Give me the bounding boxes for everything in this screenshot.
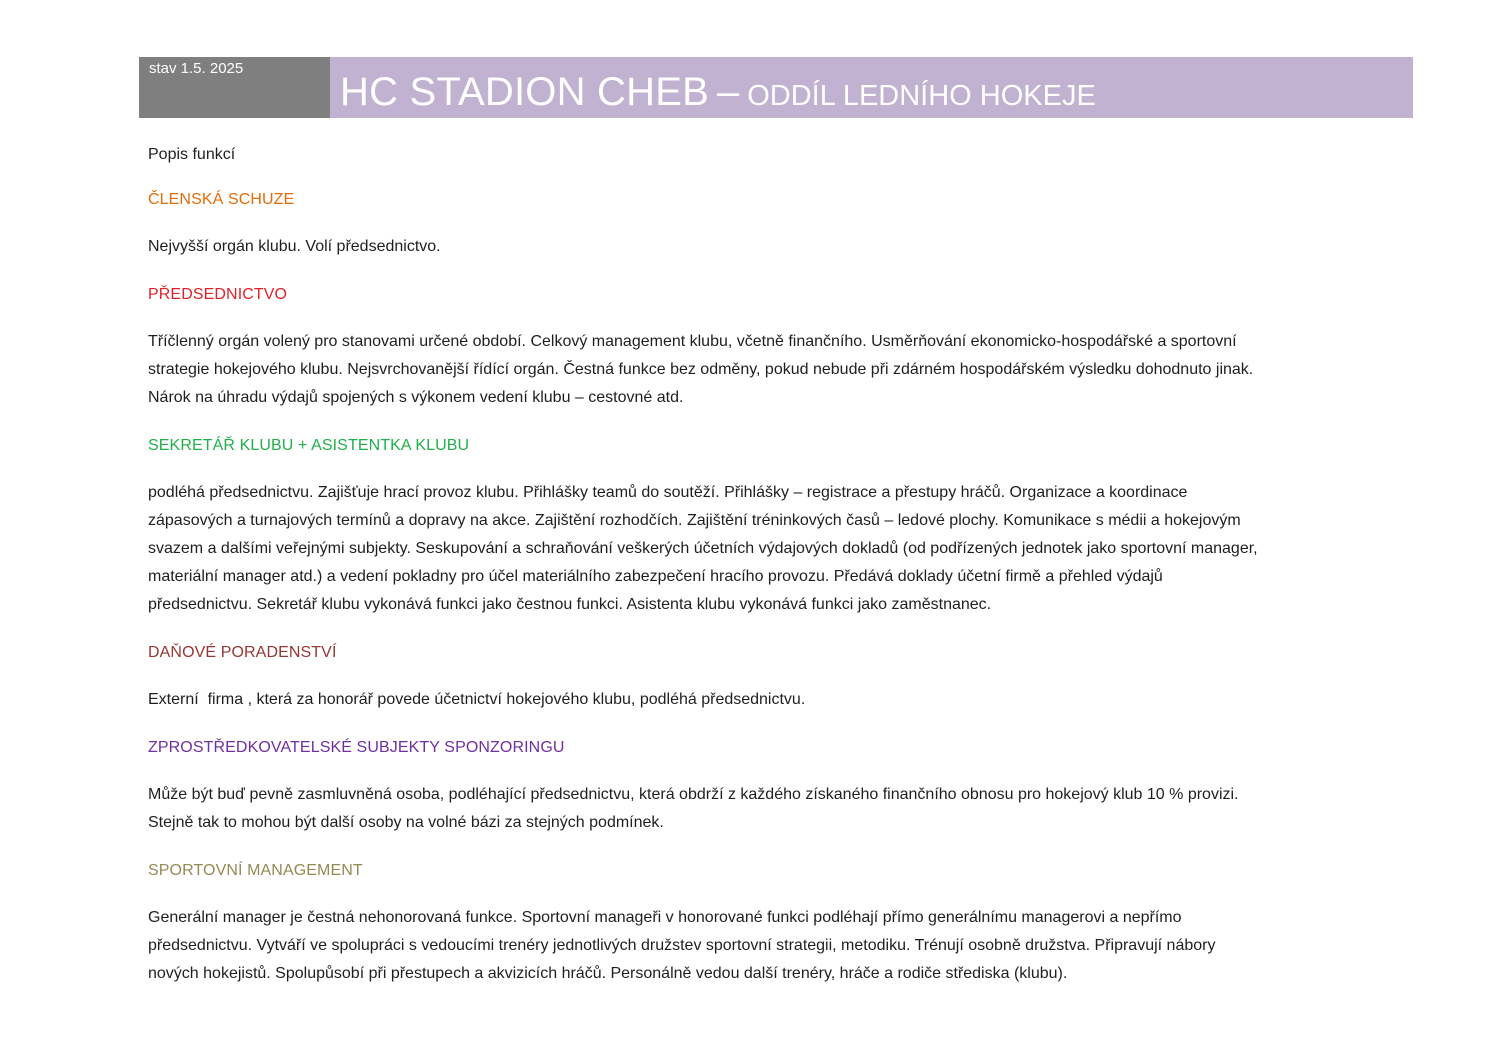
paragraph-line: strategie hokejového klubu. Nejsvrchovanější řídící orgán. Čestná funkce bez odměny, pokud nebude při zdárném hospodářském výsledku dohodnuto jinak. xyxy=(148,361,1254,378)
paragraph-line: Tříčlenný orgán volený pro stanovami určené období. Celkový management klubu, včetně finančního. Usměrňování ekonomicko-hospodářské a sportovní xyxy=(148,333,1237,350)
paragraph-line: Nejvyšší orgán klubu. Volí předsednictvo. xyxy=(148,238,441,255)
status-date: stav 1.5. 2025 xyxy=(139,57,330,118)
department-name: ODDÍL LEDNÍHO HOKEJE xyxy=(747,80,1096,112)
paragraph-line: materiální manager atd.) a vedení pokladny pro účel materiálního zabezpečení hracího provozu. Předává doklady účetní firmě a přehled výdajů xyxy=(148,568,1163,585)
page-title xyxy=(330,57,1413,118)
header-banner xyxy=(139,57,1413,118)
paragraph-line: Externí firma , která za honorář povede účetnictví hokejového klubu, podléhá předsednictvu. xyxy=(148,691,806,708)
intro-text: Popis funkcí xyxy=(148,146,236,163)
paragraph-line: Stejně tak to mohou být další osoby na volné bázi za stejných podmínek. xyxy=(148,814,664,831)
paragraph-line: Může být buď pevně zasmluvněná osoba, podléhající předsednictvu, která obdrží z každého získaného finančního obnosu pro hokejový klub 10 % provizi. xyxy=(148,786,1239,803)
section-text-sponzoring xyxy=(148,781,1408,837)
section-heading-clenska-schuze: ČLENSKÁ SCHUZE xyxy=(148,191,295,208)
paragraph-line: předsednictvu. Vytváří ve spolupráci s vedoucími trenéry jednotlivých družstev sportovní strategii, metodiku. Trénují osobně družstva. Připravují nábory xyxy=(148,937,1216,954)
paragraph-line: Nárok na úhradu výdajů spojených s výkonem vedení klubu – cestovné atd. xyxy=(148,389,684,406)
section-heading-predsednictvo: PŘEDSEDNICTVO xyxy=(148,286,288,303)
paragraph-line: nových hokejistů. Spolupůsobí při přestupech a akvizicích hráčů. Personálně vedou další trenéry, hráče a rodiče střediska (klubu). xyxy=(148,965,1068,982)
club-name: HC STADION CHEB xyxy=(340,70,709,114)
paragraph-line: předsednictvu. Sekretář klubu vykonává funkci jako čestnou funkci. Asistenta klubu vykonává funkci jako zaměstnanec. xyxy=(148,596,992,613)
section-heading-sekretar: SEKRETÁŘ KLUBU + ASISTENTKA KLUBU xyxy=(148,437,470,454)
document-body xyxy=(148,143,1408,988)
paragraph-line: svazem a dalšími veřejnými subjekty. Seskupování a schraňování veškerých účetních výdajových dokladů (od podřízených jednotek jako sportovní manager, xyxy=(148,540,1258,557)
section-text-danove-poradenstvi xyxy=(148,686,1408,714)
paragraph-line: Generální manager je čestná nehonorovaná funkce. Sportovní manageři v honorované funkci podléhají přímo generálnímu managerovi a nepřímo xyxy=(148,909,1182,926)
paragraph-line: podléhá předsednictvu. Zajišťuje hrací provoz klubu. Přihlášky teamů do soutěží. Přihlášky – registrace a přestupy hráčů. Organizace a koordinace xyxy=(148,484,1188,501)
section-text-sekretar xyxy=(148,479,1408,619)
section-text-sportovni-management xyxy=(148,904,1408,988)
section-text-predsednictvo xyxy=(148,328,1408,412)
section-heading-danove-poradenstvi: DAŇOVÉ PORADENSTVÍ xyxy=(148,644,337,661)
paragraph-line: zápasových a turnajových termínů a dopravy na akce. Zajištění rozhodčích. Zajištění tréninkových časů – ledové plochy. Komunikace s médii a hokejovým xyxy=(148,512,1241,529)
section-text-clenska-schuze xyxy=(148,233,1408,261)
section-heading-sportovni-management: SPORTOVNÍ MANAGEMENT xyxy=(148,862,363,879)
title-dash: – xyxy=(716,70,740,114)
section-heading-sponzoring: ZPROSTŘEDKOVATELSKÉ SUBJEKTY SPONZORINGU xyxy=(148,739,565,756)
